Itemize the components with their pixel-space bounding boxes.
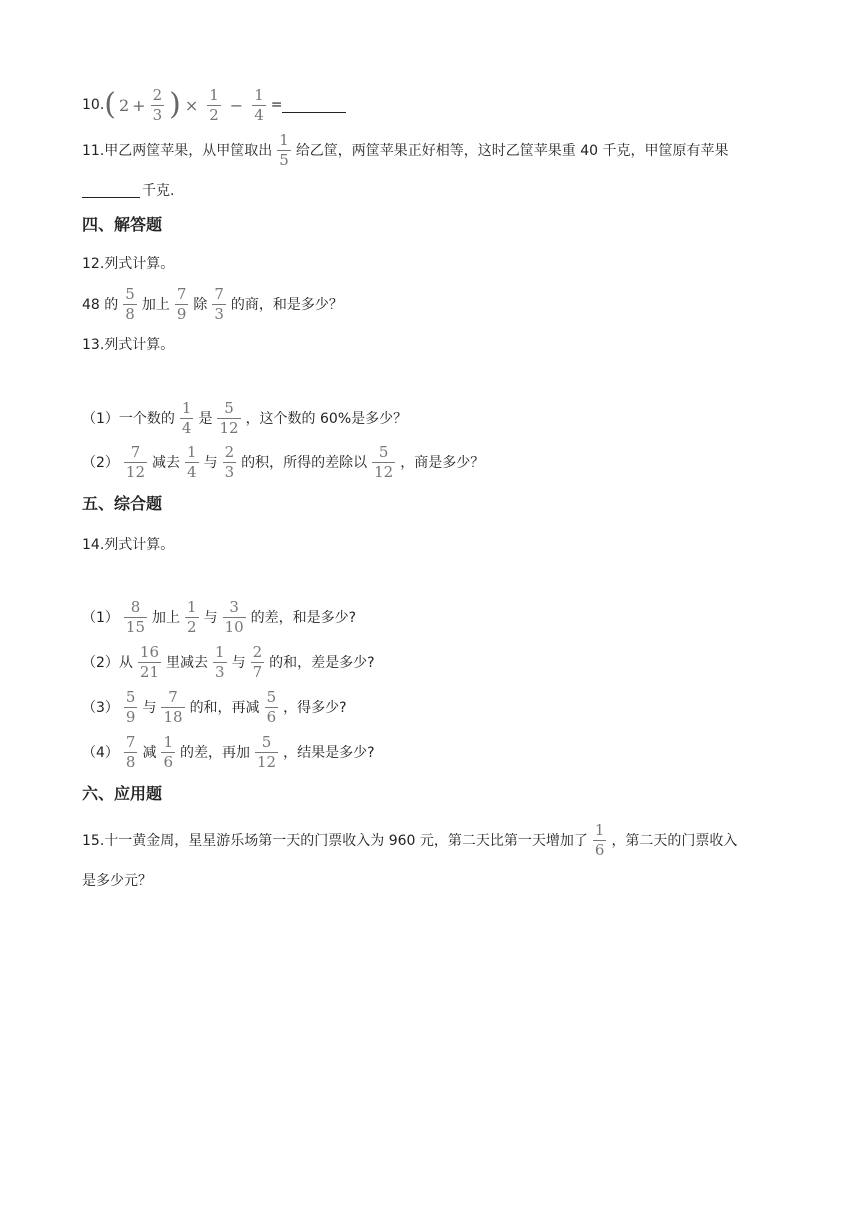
question-text: 加上 — [152, 610, 181, 626]
fraction: $\frac{16}{21}$ — [139, 642, 160, 681]
question-text: （3） — [82, 700, 119, 716]
fraction: $\frac{5}{8}$ — [125, 284, 135, 323]
fraction: $\frac{7}{3}$ — [214, 284, 224, 323]
fraction: $\frac{7}{18}$ — [163, 687, 183, 726]
fraction: $\frac{1}{2}$ — [209, 85, 219, 124]
fraction: $\frac{7}{8}$ — [125, 732, 136, 771]
question-14-part-4 — [82, 732, 375, 772]
fraction: $\frac{5}{12}$ — [257, 732, 277, 771]
fraction: $\frac{5}{12}$ — [219, 398, 239, 437]
math-expression — [104, 85, 270, 124]
question-text: 的和，再减 — [189, 700, 260, 716]
fraction: $\frac{1}{4}$ — [254, 85, 264, 124]
integer: 2 — [118, 95, 130, 115]
fraction: $\frac{1}{6}$ — [594, 820, 605, 859]
fraction: $\frac{2}{7}$ — [252, 642, 263, 681]
question-text: 给乙筐，两筐苹果正好相等，这时乙筐苹果重 40 千克，甲筐原有苹果 — [295, 143, 729, 159]
minus-sign: − — [229, 95, 244, 115]
fraction: $\frac{1}{4}$ — [181, 398, 192, 437]
question-14-part-1 — [82, 597, 356, 637]
question-text: （2）从 — [82, 655, 133, 671]
question-text: 是 — [198, 411, 213, 427]
question-15 — [82, 820, 737, 860]
question-13-title: 13.列式计算。 — [82, 337, 175, 353]
question-text: ，商是多少？ — [400, 455, 485, 471]
question-text: ，第二天的门票收入 — [611, 833, 738, 849]
question-text: 与 — [142, 700, 157, 716]
question-text: （1） — [82, 610, 119, 626]
fraction: $\frac{1}{2}$ — [187, 597, 197, 636]
question-13-part-2 — [82, 442, 484, 482]
fraction: $\frac{8}{15}$ — [125, 597, 146, 636]
question-14-part-2 — [82, 642, 375, 682]
question-10 — [82, 85, 346, 125]
equals-sign: = — [270, 97, 283, 113]
section-heading: 四、解答题 — [82, 214, 163, 234]
fraction: $\frac{2}{3}$ — [152, 85, 163, 124]
close-paren: ) — [169, 87, 181, 122]
fraction: $\frac{7}{12}$ — [125, 442, 146, 481]
question-text: 11.甲乙两筐苹果，从甲筐取出 — [82, 143, 273, 159]
question-12 — [82, 284, 343, 324]
question-text: 里减去 — [166, 655, 209, 671]
answer-blank — [282, 98, 346, 113]
question-14-part-3 — [82, 687, 347, 727]
question-text: 与 — [203, 455, 218, 471]
question-15-cont: 是多少元？ — [82, 873, 152, 889]
times-sign: × — [184, 95, 199, 115]
question-11 — [82, 130, 729, 170]
question-text: 的和，差是多少? — [269, 655, 375, 671]
question-14-title: 14.列式计算。 — [82, 537, 175, 553]
question-text: 加上 — [141, 297, 170, 313]
question-text: （4） — [82, 745, 119, 761]
fraction: $\frac{7}{9}$ — [176, 284, 187, 323]
question-text: ，得多少? — [283, 700, 347, 716]
open-paren: ( — [104, 87, 116, 122]
question-text: 减 — [142, 745, 157, 761]
fraction: $\frac{5}{12}$ — [374, 442, 394, 481]
fraction: $\frac{1}{6}$ — [163, 732, 174, 771]
fraction: $\frac{2}{3}$ — [224, 442, 235, 481]
fraction: $\frac{1}{4}$ — [187, 442, 197, 481]
section-heading: 五、综合题 — [82, 493, 163, 513]
question-text: 除 — [193, 297, 208, 313]
fraction: $\frac{1}{3}$ — [215, 642, 225, 681]
question-text: 15.十一黄金周，星星游乐场第一天的门票收入为 960 元，第二天比第一天增加了 — [82, 833, 588, 849]
question-number: 10. — [82, 97, 105, 113]
question-text: 48 的 — [82, 297, 119, 313]
question-text: 减去 — [152, 455, 181, 471]
question-text: （1）一个数的 — [82, 411, 175, 427]
question-text: 的差，再加 — [180, 745, 251, 761]
answer-blank — [82, 183, 140, 198]
question-12-title: 12.列式计算。 — [82, 256, 175, 272]
question-13-part-1 — [82, 398, 407, 438]
question-text: ，结果是多少? — [283, 745, 375, 761]
plus-sign: + — [132, 95, 146, 115]
fraction: $\frac{1}{5}$ — [279, 130, 289, 169]
question-text: ，这个数的 60%是多少？ — [245, 411, 408, 427]
question-text: 的商，和是多少？ — [230, 297, 343, 313]
question-text: （2） — [82, 455, 119, 471]
question-text: 千克. — [142, 183, 175, 199]
fraction: $\frac{3}{10}$ — [224, 597, 244, 636]
question-text: 与 — [203, 610, 218, 626]
section-heading: 六、应用题 — [82, 783, 163, 803]
question-text: 的积，所得的差除以 — [241, 455, 368, 471]
fraction: $\frac{5}{9}$ — [125, 687, 136, 726]
question-text: 与 — [231, 655, 246, 671]
fraction: $\frac{5}{6}$ — [266, 687, 277, 726]
question-text: 的差，和是多少? — [250, 610, 357, 626]
